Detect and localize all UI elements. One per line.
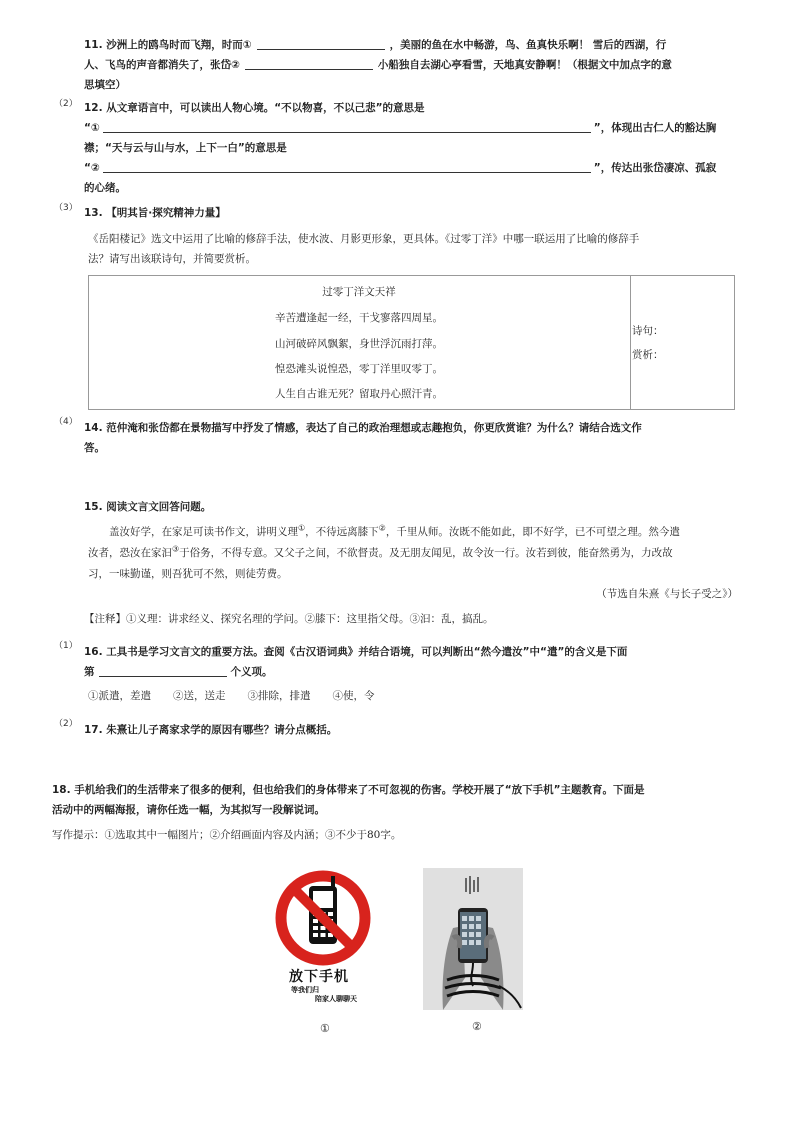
poem-table-divider xyxy=(630,275,631,410)
q12-text-4: 襟；“天与云与山与水，上下一白”的意思是 xyxy=(84,142,287,154)
q12-text-6: ”，传达出张岱凄凉、孤寂 xyxy=(593,162,717,174)
question-16 xyxy=(84,642,754,682)
q16-option-2[interactable]: ②送，送走 xyxy=(173,690,226,702)
q12-text-5: “② xyxy=(84,162,100,174)
poster-2[interactable] xyxy=(423,868,523,1010)
poster-1[interactable] xyxy=(271,866,377,1016)
poem-title: 过零丁洋文天祥 xyxy=(322,286,396,298)
bound-hands-phone-illustration xyxy=(423,868,523,1010)
q18-text-1: 18. 手机给我们的生活带来了很多的便利，但也给我们的身体带来了不可忽视的伤害。学校开展了“放下手机”主题教育。下面是 xyxy=(52,784,645,796)
passage-notes: 【注释】①义理：讲求经义、探究名理的学问。②膝下：这里指父母。③汩：乱，搞乱。 xyxy=(84,613,494,625)
poster-1-caption: ① xyxy=(320,1022,330,1035)
q11-text-4: 小船独自去湖心亭看雪，天地真安静啊！（根据文中加点字的意 xyxy=(377,59,672,71)
answer-appreciation-label[interactable]: 赏析： xyxy=(632,349,664,361)
q16-options xyxy=(88,686,375,706)
poster-2-caption: ② xyxy=(472,1020,482,1033)
passage-text-1: 盖汝好学，在家足可读书作文，讲明义理 xyxy=(109,526,298,538)
q18-text-2: 活动中的两幅海报，请你任选一幅，为其拟写一段解说词。 xyxy=(52,804,325,816)
answer-poem-label[interactable]: 诗句： xyxy=(632,325,664,337)
q14-text-1: 14. 范仲淹和张岱都在景物描写中抒发了情感，表达了自己的政治理想或志趣抱负，你更欣赏谁？为什么？请结合选文作 xyxy=(84,422,642,434)
q17-number: （2） xyxy=(54,719,78,729)
classical-passage xyxy=(88,522,748,543)
q13-title: 13. 【明其旨·探究精神力量】 xyxy=(84,207,226,219)
q11-text-3: 人、飞鸟的声音都消失了，张岱② xyxy=(84,59,240,71)
question-18 xyxy=(52,780,752,820)
q14-number: （4） xyxy=(54,417,78,427)
q16-option-3[interactable]: ③排除，排遣 xyxy=(247,690,311,702)
q13-body-2: 法？请写出该联诗句，并简要赏析。 xyxy=(88,253,256,265)
q12-text-3: ”，体现出古仁人的豁达胸 xyxy=(593,122,717,134)
passage-text-4: 汝者，恐汝在家汩 xyxy=(88,547,172,559)
poster-1-sub-2: 陪家人聊聊天 xyxy=(315,995,357,1003)
note-marker-3: ③ xyxy=(172,544,180,554)
passage-text-5: 于俗务，不得专意。又父子之间，不欲督责。及无朋友闻见，故令汝一行。汝若到彼，能奋然勇为，力改故 xyxy=(179,547,673,559)
q11-blank-2[interactable] xyxy=(245,56,373,70)
q11-text-2: ，美丽的鱼在水中畅游，鸟、鱼真快乐啊！ 雪后的西湖，行 xyxy=(389,39,667,51)
q15-title: 15. 阅读文言文回答问题。 xyxy=(84,501,212,513)
q16-option-1[interactable]: ①派遣，差遣 xyxy=(88,690,151,702)
q14-text-2: 答。 xyxy=(84,442,105,454)
poem-line-4: 人生自古谁无死？留取丹心照汗青。 xyxy=(275,388,443,400)
question-17: 17. 朱熹让儿子离家求学的原因有哪些？请分点概括。 xyxy=(84,724,338,736)
q16-text-1: 16. 工具书是学习文言文的重要方法。查阅《古汉语词典》并结合语境，可以判断出“然今遣汝”中“遣”的含义是下面 xyxy=(84,646,628,658)
q16-number: （1） xyxy=(54,641,78,651)
question-14 xyxy=(84,418,754,458)
q12-blank-2[interactable] xyxy=(103,159,591,173)
q12-text-1: 12. 从文章语言中，可以读出人物心境。“不以物喜，不以己悲”的意思是 xyxy=(84,102,425,114)
q11-text-5: 思填空） xyxy=(84,79,126,91)
writing-tips: 写作提示：①选取其中一幅图片；②介绍画面内容及内涵；③不少于80字。 xyxy=(52,829,402,841)
poem-line-2: 山河破碎风飘絮，身世浮沉雨打萍。 xyxy=(275,338,443,350)
passage-text-6: 习，一味勤谨，则吾犹可不然，则徒劳费。 xyxy=(88,568,288,580)
passage-text-3: ，千里从师。汝既不能如此，即不好学，已不可望之理。然今遣 xyxy=(385,526,680,538)
poster-1-sub-1: 等我们归 xyxy=(291,986,319,994)
q16-text-3: 个义项。 xyxy=(230,666,273,678)
passage-source: （节选自朱熹《与长子受之》） xyxy=(596,588,738,600)
poem-line-3: 惶恐滩头说惶恐，零丁洋里叹零丁。 xyxy=(275,363,443,375)
poster-1-title: 放下手机 xyxy=(289,969,349,985)
q16-text-2: 第 xyxy=(84,666,95,678)
note-marker-2: ② xyxy=(378,523,386,533)
q16-blank[interactable] xyxy=(99,663,227,677)
q12-text-2: “① xyxy=(84,122,100,134)
question-11 xyxy=(84,35,754,95)
q13-body xyxy=(88,229,748,269)
q11-blank-1[interactable] xyxy=(257,36,385,50)
q11-text-1: 11. 沙洲上的鸥鸟时而飞翔，时而① xyxy=(84,39,252,51)
q13-number: （3） xyxy=(54,203,78,213)
q16-option-4[interactable]: ④使，令 xyxy=(332,690,375,702)
q13-body-1: 《岳阳楼记》选文中运用了比喻的修辞手法，使水波、月影更形象，更具体。《过零丁洋》中哪一联运用了比喻的修辞手 xyxy=(88,233,640,245)
question-12 xyxy=(84,98,754,198)
q12-number: （2） xyxy=(54,99,78,109)
classical-passage-cont xyxy=(88,543,748,585)
q12-blank-1[interactable] xyxy=(103,119,591,133)
poem-line-1: 辛苦遭逢起一经，干戈寥落四周星。 xyxy=(275,312,443,324)
passage-text-2: ，不待远离膝下 xyxy=(305,526,379,538)
q12-text-7: 的心绪。 xyxy=(84,182,126,194)
note-marker-1: ① xyxy=(298,523,306,533)
